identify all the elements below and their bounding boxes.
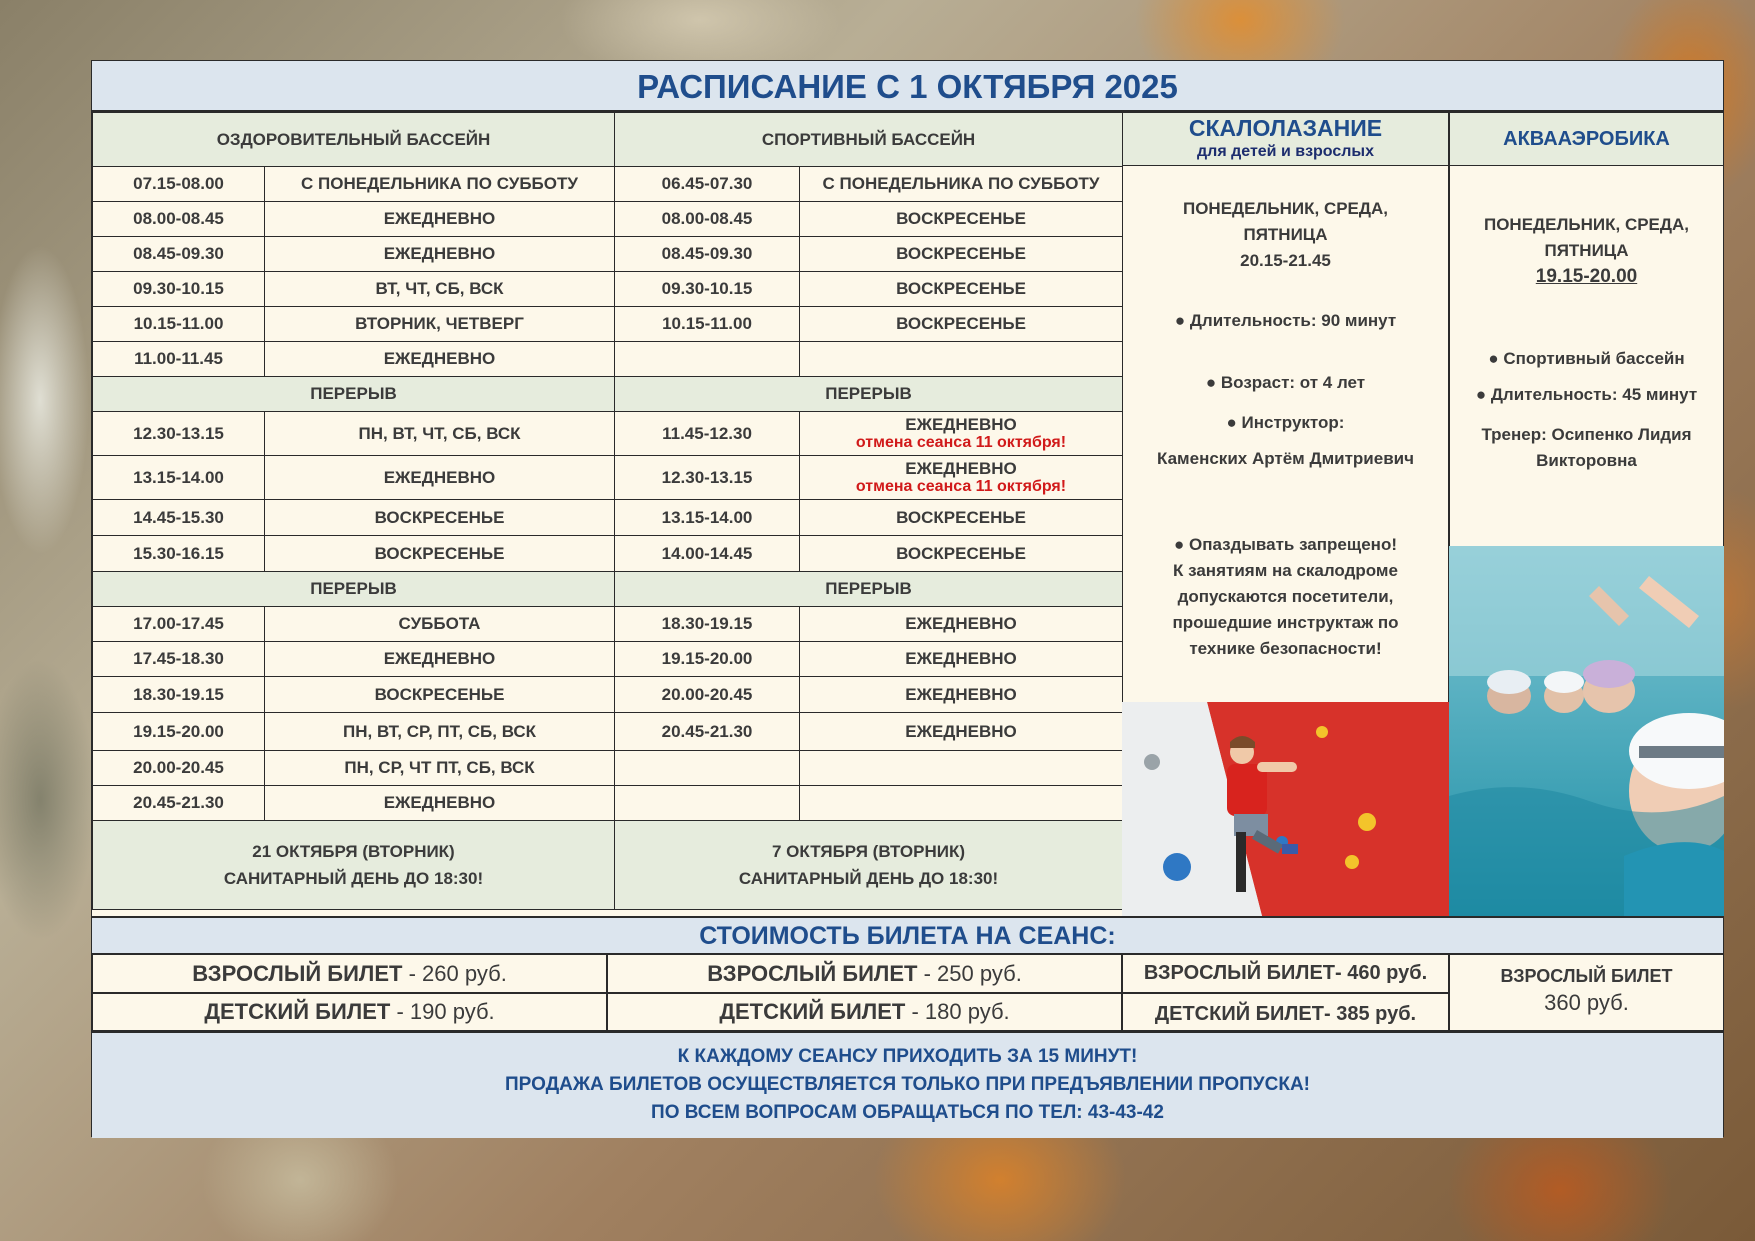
aqua-days-line2: ПЯТНИЦА — [1544, 241, 1629, 260]
schedule-row — [93, 536, 1123, 572]
sport-child-ticket — [607, 993, 1122, 1031]
sport-adult-ticket-price: - 250 руб. — [917, 961, 1022, 986]
sport-empty-days — [800, 342, 1123, 377]
session-cancel-note: отмена сеанса 11 октября! — [855, 433, 1067, 451]
aqua-aerobics-photo — [1449, 546, 1724, 916]
sport-session-days: ВОСКРЕСЕНЬЕ — [800, 202, 1123, 237]
health-session-days: ЕЖЕДНЕВНО — [265, 237, 615, 272]
sport-sanitary-note: САНИТАРНЫЙ ДЕНЬ ДО 18:30! — [738, 869, 999, 888]
climbing-age: ● Возраст: от 4 лет — [1205, 373, 1366, 392]
health-session-time: 17.45-18.30 — [93, 642, 265, 677]
health-session-days: ПН, СР, ЧТ ПТ, СБ, ВСК — [265, 751, 615, 786]
footer-line-1: К КАЖДОМУ СЕАНСУ ПРИХОДИТЬ ЗА 15 МИНУТ! — [677, 1046, 1138, 1067]
climbing-warning-2: К занятиям на скалодроме — [1173, 561, 1398, 580]
sport-sanitary-date: 7 ОКТЯБРЯ (ВТОРНИК) — [772, 842, 966, 861]
sport-session-days: ВОСКРЕСЕНЬЕ — [800, 307, 1123, 342]
sport-break: ПЕРЕРЫВ — [615, 572, 1123, 607]
health-child-ticket-price: - 190 руб. — [390, 999, 495, 1024]
climbing-warning-1: ● Опаздывать запрещено! — [1174, 535, 1397, 554]
schedule-row — [93, 307, 1123, 342]
health-adult-ticket-price: - 260 руб. — [402, 961, 507, 986]
sport-session-time: 06.45-07.30 — [615, 167, 800, 202]
climbing-wall-photo — [1122, 702, 1449, 916]
health-session-time: 19.15-20.00 — [93, 713, 265, 751]
climbing-header — [1122, 112, 1449, 166]
health-session-time: 20.45-21.30 — [93, 786, 265, 821]
sport-session-days — [800, 456, 1123, 500]
schedule-row — [93, 412, 1123, 456]
footer-notice — [92, 1031, 1723, 1138]
health-session-time: 12.30-13.15 — [93, 412, 265, 456]
sport-child-ticket-price: - 180 руб. — [905, 999, 1010, 1024]
climbing-instructor-name: Каменских Артём Дмитриевич — [1157, 449, 1414, 468]
schedule-row — [93, 786, 1123, 821]
sport-session-days — [800, 412, 1123, 456]
climbing-warning-4: прошедшие инструктаж по — [1172, 613, 1399, 632]
sport-empty-time — [615, 786, 800, 821]
sport-session-days: ЕЖЕДНЕВНО — [800, 607, 1123, 642]
page-title: РАСПИСАНИЕ С 1 ОКТЯБРЯ 2025 — [92, 61, 1723, 112]
sport-session-time: 08.00-08.45 — [615, 202, 800, 237]
sport-session-days: ЕЖЕДНЕВНО — [800, 677, 1123, 713]
health-adult-ticket — [92, 954, 607, 993]
schedule-row — [93, 272, 1123, 307]
aqua-info — [1449, 166, 1724, 546]
aqua-header — [1449, 112, 1724, 166]
health-session-time: 11.00-11.45 — [93, 342, 265, 377]
health-sanitary-day — [93, 821, 615, 910]
schedule-row — [93, 167, 1123, 202]
aqua-title: АКВААЭРОБИКА — [1503, 128, 1670, 150]
health-session-days: ЕЖЕДНЕВНО — [265, 342, 615, 377]
sport-session-time: 18.30-19.15 — [615, 607, 800, 642]
sport-sanitary-day — [615, 821, 1123, 910]
sport-child-ticket-label: ДЕТСКИЙ БИЛЕТ — [719, 999, 906, 1024]
health-session-days: С ПОНЕДЕЛЬНИКА ПО СУББОТУ — [265, 167, 615, 202]
footer-line-3: ПО ВСЕМ ВОПРОСАМ ОБРАЩАТЬСЯ ПО ТЕЛ: 43-43-42 — [651, 1102, 1164, 1123]
aqua-time: 19.15-20.00 — [1535, 266, 1638, 287]
sport-adult-ticket — [607, 954, 1122, 993]
health-session-days: ВОСКРЕСЕНЬЕ — [265, 677, 615, 713]
health-session-time: 13.15-14.00 — [93, 456, 265, 500]
climbing-days-line1: ПОНЕДЕЛЬНИК, СРЕДА, — [1182, 199, 1389, 218]
climbing-adult-ticket: ВЗРОСЛЫЙ БИЛЕТ- 460 руб. — [1122, 954, 1449, 993]
health-session-days: ВОСКРЕСЕНЬЕ — [265, 536, 615, 572]
health-session-time: 08.45-09.30 — [93, 237, 265, 272]
schedule-row — [93, 572, 1123, 607]
climbing-days-line2: ПЯТНИЦА — [1243, 225, 1328, 244]
sport-session-time: 13.15-14.00 — [615, 500, 800, 536]
schedule-row — [93, 713, 1123, 751]
health-child-ticket — [92, 993, 607, 1031]
climbing-title: СКАЛОЛАЗАНИЕ — [1188, 115, 1383, 141]
climbing-subtitle: для детей и взрослых — [1197, 143, 1374, 160]
schedule-row — [93, 113, 1123, 167]
schedule-row — [93, 751, 1123, 786]
sport-session-time: 12.30-13.15 — [615, 456, 800, 500]
sport-empty-time — [615, 342, 800, 377]
health-session-time: 10.15-11.00 — [93, 307, 265, 342]
aqua-trainer-line2: Викторовна — [1536, 451, 1637, 470]
health-session-days: ЕЖЕДНЕВНО — [265, 642, 615, 677]
sport-session-time: 19.15-20.00 — [615, 642, 800, 677]
schedule-row — [93, 202, 1123, 237]
schedule-row — [93, 642, 1123, 677]
health-session-time: 07.15-08.00 — [93, 167, 265, 202]
climbing-warning-3: допускаются посетители, — [1177, 587, 1394, 606]
sport-session-time: 14.00-14.45 — [615, 536, 800, 572]
aqua-trainer-line1: Тренер: Осипенко Лидия — [1481, 425, 1692, 444]
health-session-days: ПН, ВТ, СР, ПТ, СБ, ВСК — [265, 713, 615, 751]
sport-session-time: 10.15-11.00 — [615, 307, 800, 342]
schedule-row — [93, 456, 1123, 500]
sport-empty-days — [800, 786, 1123, 821]
prices-title: СТОИМОСТЬ БИЛЕТА НА СЕАНС: — [92, 916, 1723, 954]
schedule-row — [93, 821, 1123, 910]
health-sanitary-note: САНИТАРНЫЙ ДЕНЬ ДО 18:30! — [223, 869, 484, 888]
sport-session-time: 09.30-10.15 — [615, 272, 800, 307]
aqua-ticket-label: ВЗРОСЛЫЙ БИЛЕТ — [1500, 966, 1673, 986]
sport-empty-time — [615, 751, 800, 786]
sport-break: ПЕРЕРЫВ — [615, 377, 1123, 412]
sport-session-days: ЕЖЕДНЕВНО — [800, 642, 1123, 677]
health-break: ПЕРЕРЫВ — [93, 377, 615, 412]
health-session-time: 17.00-17.45 — [93, 607, 265, 642]
schedule-row — [93, 377, 1123, 412]
sport-session-time: 11.45-12.30 — [615, 412, 800, 456]
sport-session-time: 20.45-21.30 — [615, 713, 800, 751]
health-session-time: 15.30-16.15 — [93, 536, 265, 572]
schedule-row — [93, 342, 1123, 377]
sport-session-days: ЕЖЕДНЕВНО — [800, 713, 1123, 751]
sport-adult-ticket-label: ВЗРОСЛЫЙ БИЛЕТ — [707, 961, 918, 986]
aqua-ticket — [1449, 954, 1724, 1031]
schedule-row — [93, 607, 1123, 642]
health-child-ticket-label: ДЕТСКИЙ БИЛЕТ — [204, 999, 391, 1024]
health-session-days: ВОСКРЕСЕНЬЕ — [265, 500, 615, 536]
aqua-pool: ● Спортивный бассейн — [1488, 349, 1685, 368]
health-session-time: 09.30-10.15 — [93, 272, 265, 307]
schedule-sheet — [91, 60, 1724, 1137]
health-session-time: 20.00-20.45 — [93, 751, 265, 786]
sport-session-days: ВОСКРЕСЕНЬЕ — [800, 272, 1123, 307]
sport-session-days: ВОСКРЕСЕНЬЕ — [800, 500, 1123, 536]
sport-session-time: 20.00-20.45 — [615, 677, 800, 713]
climbing-warning-5: технике безопасности! — [1189, 639, 1382, 658]
climbing-child-ticket: ДЕТСКИЙ БИЛЕТ- 385 руб. — [1122, 993, 1449, 1031]
health-session-days: ЕЖЕДНЕВНО — [265, 786, 615, 821]
health-pool-header: ОЗДОРОВИТЕЛЬНЫЙ БАССЕЙН — [93, 113, 615, 167]
schedule-row — [93, 237, 1123, 272]
schedule-row — [93, 500, 1123, 536]
sport-pool-header: СПОРТИВНЫЙ БАССЕЙН — [615, 113, 1123, 167]
session-cancel-note: отмена сеанса 11 октября! — [855, 477, 1067, 495]
session-days-label: ЕЖЕДНЕВНО — [905, 414, 1017, 434]
aqua-duration: ● Длительность: 45 минут — [1475, 385, 1698, 404]
health-adult-ticket-label: ВЗРОСЛЫЙ БИЛЕТ — [192, 961, 403, 986]
schedule-row — [93, 677, 1123, 713]
session-days-label: ЕЖЕДНЕВНО — [905, 458, 1017, 478]
health-sanitary-date: 21 ОКТЯБРЯ (ВТОРНИК) — [252, 842, 455, 861]
sport-empty-days — [800, 751, 1123, 786]
sport-session-days: ВОСКРЕСЕНЬЕ — [800, 237, 1123, 272]
pools-schedule-table — [92, 112, 1123, 910]
health-session-days: ЕЖЕДНЕВНО — [265, 456, 615, 500]
climbing-instructor-label: ● Инструктор: — [1226, 413, 1345, 432]
aqua-ticket-price: 360 руб. — [1544, 990, 1629, 1015]
health-session-time: 14.45-15.30 — [93, 500, 265, 536]
health-break: ПЕРЕРЫВ — [93, 572, 615, 607]
climbing-time: 20.15-21.45 — [1240, 251, 1331, 270]
health-session-days: ЕЖЕДНЕВНО — [265, 202, 615, 237]
health-session-days: ПН, ВТ, ЧТ, СБ, ВСК — [265, 412, 615, 456]
sport-session-days: С ПОНЕДЕЛЬНИКА ПО СУББОТУ — [800, 167, 1123, 202]
aqua-days-line1: ПОНЕДЕЛЬНИК, СРЕДА, — [1483, 215, 1690, 234]
health-session-days: СУББОТА — [265, 607, 615, 642]
climbing-duration: ● Длительность: 90 минут — [1174, 311, 1397, 330]
health-session-time: 08.00-08.45 — [93, 202, 265, 237]
health-session-days: ВТ, ЧТ, СБ, ВСК — [265, 272, 615, 307]
sport-session-time: 08.45-09.30 — [615, 237, 800, 272]
footer-line-2: ПРОДАЖА БИЛЕТОВ ОСУЩЕСТВЛЯЕТСЯ ТОЛЬКО ПРИ ПРЕДЪЯВЛЕНИИ ПРОПУСКА! — [505, 1074, 1310, 1095]
health-session-time: 18.30-19.15 — [93, 677, 265, 713]
sport-session-days: ВОСКРЕСЕНЬЕ — [800, 536, 1123, 572]
climbing-info — [1122, 166, 1449, 702]
health-session-days: ВТОРНИК, ЧЕТВЕРГ — [265, 307, 615, 342]
